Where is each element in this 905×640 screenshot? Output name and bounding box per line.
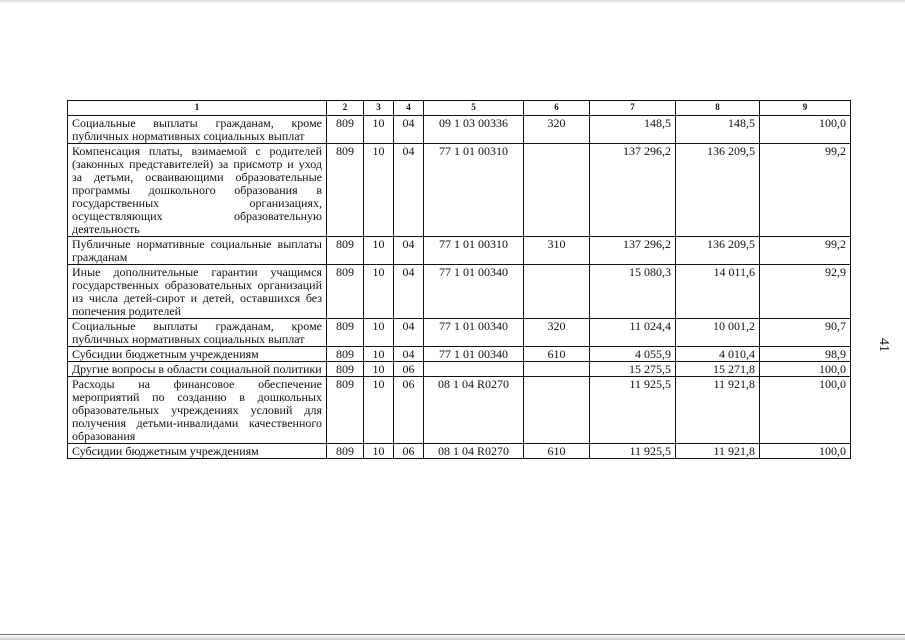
table-header	[68, 101, 851, 116]
row-name: Социальные выплаты гражданам, кроме публичных нормативных социальных выплат	[68, 319, 327, 347]
cell-subsection: 06	[394, 362, 424, 377]
cell-expense-type	[524, 144, 590, 237]
row-name: Публичные нормативные социальные выплаты гражданам	[68, 237, 327, 265]
cell-ministry-code: 809	[327, 347, 364, 362]
cell-planned: 137 296,2	[590, 144, 676, 237]
cell-ministry-code: 809	[327, 237, 364, 265]
cell-subsection: 04	[394, 144, 424, 237]
cell-target-article: 77 1 01 00310	[424, 237, 524, 265]
cell-target-article	[424, 362, 524, 377]
cell-expense-type	[524, 362, 590, 377]
cell-percent: 92,9	[760, 265, 851, 319]
table-row	[68, 237, 851, 265]
table-row	[68, 265, 851, 319]
cell-expense-type: 320	[524, 319, 590, 347]
cell-subsection: 04	[394, 347, 424, 362]
header-col-5: 5	[424, 101, 524, 116]
cell-percent: 100,0	[760, 444, 851, 459]
cell-section: 10	[364, 237, 394, 265]
cell-executed: 4 010,4	[676, 347, 760, 362]
table-row	[68, 377, 851, 444]
cell-ministry-code: 809	[327, 116, 364, 144]
cell-target-article: 77 1 01 00340	[424, 347, 524, 362]
row-name: Иные дополнительные гарантии учащимся государственных образовательных организаций из числа детей-сирот и детей, оставшихся без попечения родителей	[68, 265, 327, 319]
cell-section: 10	[364, 144, 394, 237]
cell-planned: 148,5	[590, 116, 676, 144]
cell-planned: 15 080,3	[590, 265, 676, 319]
cell-section: 10	[364, 265, 394, 319]
cell-planned: 11 024,4	[590, 319, 676, 347]
cell-target-article: 08 1 04 R0270	[424, 377, 524, 444]
header-col-2: 2	[327, 101, 364, 116]
header-col-3: 3	[364, 101, 394, 116]
cell-expense-type: 610	[524, 347, 590, 362]
cell-section: 10	[364, 319, 394, 347]
table-row	[68, 347, 851, 362]
header-col-1: 1	[68, 101, 327, 116]
cell-expense-type	[524, 265, 590, 319]
header-col-7: 7	[590, 101, 676, 116]
cell-subsection: 06	[394, 444, 424, 459]
cell-section: 10	[364, 116, 394, 144]
cell-subsection: 06	[394, 377, 424, 444]
header-col-4: 4	[394, 101, 424, 116]
cell-expense-type: 310	[524, 237, 590, 265]
cell-subsection: 04	[394, 265, 424, 319]
cell-ministry-code: 809	[327, 362, 364, 377]
cell-planned: 11 925,5	[590, 377, 676, 444]
budget-table	[67, 100, 851, 459]
cell-percent: 100,0	[760, 362, 851, 377]
row-name: Социальные выплаты гражданам, кроме публичных нормативных социальных выплат	[68, 116, 327, 144]
row-name: Субсидии бюджетным учреждениям	[68, 444, 327, 459]
cell-target-article: 77 1 01 00340	[424, 319, 524, 347]
cell-executed: 10 001,2	[676, 319, 760, 347]
cell-percent: 100,0	[760, 377, 851, 444]
cell-ministry-code: 809	[327, 265, 364, 319]
cell-expense-type	[524, 377, 590, 444]
cell-percent: 90,7	[760, 319, 851, 347]
cell-section: 10	[364, 362, 394, 377]
cell-ministry-code: 809	[327, 377, 364, 444]
cell-subsection: 04	[394, 319, 424, 347]
table-body	[68, 116, 851, 459]
cell-executed: 15 271,8	[676, 362, 760, 377]
cell-percent: 98,9	[760, 347, 851, 362]
table-row	[68, 444, 851, 459]
cell-executed: 148,5	[676, 116, 760, 144]
cell-executed: 136 209,5	[676, 237, 760, 265]
page-number: 41	[876, 338, 891, 352]
scan-edge-bottom	[0, 635, 905, 640]
table-row	[68, 319, 851, 347]
cell-ministry-code: 809	[327, 144, 364, 237]
cell-percent: 99,2	[760, 144, 851, 237]
cell-executed: 11 921,8	[676, 444, 760, 459]
cell-planned: 4 055,9	[590, 347, 676, 362]
header-col-9: 9	[760, 101, 851, 116]
row-name: Другие вопросы в области социальной политики	[68, 362, 327, 377]
cell-executed: 136 209,5	[676, 144, 760, 237]
cell-percent: 100,0	[760, 116, 851, 144]
table-row	[68, 116, 851, 144]
cell-executed: 11 921,8	[676, 377, 760, 444]
cell-target-article: 77 1 01 00310	[424, 144, 524, 237]
cell-executed: 14 011,6	[676, 265, 760, 319]
row-name: Компенсация платы, взимаемой с родителей (законных представителей) за присмотр и уход за детьми, осваивающими образовательные программы дошкольного образования в государственных организациях, осуществляющих образовательную деятельность	[68, 144, 327, 237]
cell-percent: 99,2	[760, 237, 851, 265]
cell-planned: 11 925,5	[590, 444, 676, 459]
cell-subsection: 04	[394, 237, 424, 265]
cell-planned: 15 275,5	[590, 362, 676, 377]
cell-target-article: 09 1 03 00336	[424, 116, 524, 144]
cell-subsection: 04	[394, 116, 424, 144]
table-row	[68, 144, 851, 237]
cell-target-article: 77 1 01 00340	[424, 265, 524, 319]
cell-expense-type: 610	[524, 444, 590, 459]
header-row	[68, 101, 851, 116]
cell-ministry-code: 809	[327, 319, 364, 347]
row-name: Субсидии бюджетным учреждениям	[68, 347, 327, 362]
table-row	[68, 362, 851, 377]
cell-section: 10	[364, 444, 394, 459]
header-col-8: 8	[676, 101, 760, 116]
cell-target-article: 08 1 04 R0270	[424, 444, 524, 459]
scan-edge-top	[0, 0, 905, 4]
cell-section: 10	[364, 347, 394, 362]
cell-ministry-code: 809	[327, 444, 364, 459]
header-col-6: 6	[524, 101, 590, 116]
cell-expense-type: 320	[524, 116, 590, 144]
row-name: Расходы на финансовое обеспечение мероприятий по созданию в дошкольных образовательных учреждениях условий для получения детьми-инвалидами качественного образования	[68, 377, 327, 444]
cell-section: 10	[364, 377, 394, 444]
cell-planned: 137 296,2	[590, 237, 676, 265]
